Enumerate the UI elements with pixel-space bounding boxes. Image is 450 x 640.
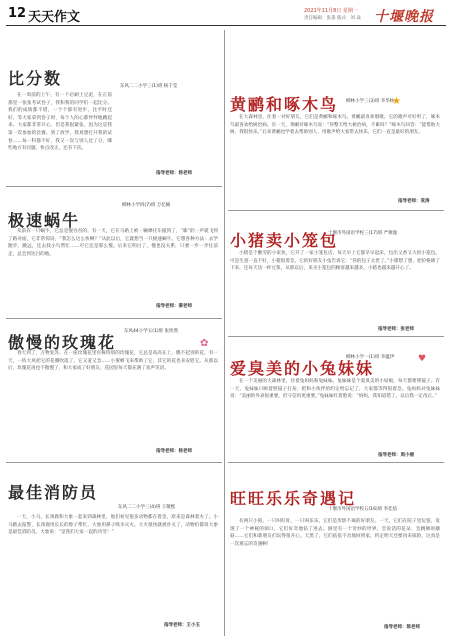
article-title: 爱臭美的小兔妹妹	[230, 359, 375, 378]
page-header	[6, 4, 446, 26]
column-divider	[224, 30, 225, 636]
article-body-continued	[118, 92, 222, 168]
article-aimei	[228, 338, 444, 458]
article-author: 东风44小学五(1)班 张欣然	[124, 329, 179, 334]
article-title: 黄鹂和啄木鸟	[230, 95, 339, 114]
article-title: 旺旺乐乐奇遇记	[230, 489, 357, 508]
article-author: 东风二二小学三(1)班 杨千莹	[120, 84, 178, 89]
article-teacher: 指导老师：王小玉	[164, 623, 200, 628]
article-author: 柳林小学四(7)班 万忆楠	[122, 203, 171, 208]
article-body: 春天到了，万物复苏，在一座玫瑰花里有株特别的玫瑰花，它总是高高在上，瞧不起别的花。有一天，一阵大风把它的花瓣吹落了，它又羞又急……小蜜蜂飞来帮助了它，其它的花也来安慰它。从那以后，玫瑰花再也不傲慢了，和大家成了好朋友，花园里每天都充满了欢声笑语。	[8, 351, 218, 372]
article-wangwang	[228, 464, 444, 636]
section-divider	[6, 186, 222, 187]
article-body: 在一个美丽的大森林里，住着兔妈妈和兔妹妹。兔妹妹是个爱臭美的小姑娘，每天都要照镜子。有一天，兔妹妹只顾着照镜子打扮，把和小伙伴的约定给忘记了，大家都等得很着急。兔妈妈对兔妹妹说：“美丽的外表很重要，但守信用更重要。”兔妹妹红着脸说：“妈妈，我知道错了，以后我一定改正。”	[230, 379, 440, 400]
article-teacher: 指导老师：杨老师	[156, 449, 192, 454]
article-author: 十堰市外国语学校五(16)班 李佳依	[328, 507, 398, 512]
section-divider	[228, 336, 444, 337]
heart-icon: ♥	[418, 354, 427, 364]
article-author: 东风二二小学三(4)班 王敬熙	[118, 505, 176, 510]
page-number: 12	[8, 6, 27, 21]
article-zuijia	[6, 464, 222, 636]
article-title: 最佳消防员	[8, 483, 99, 502]
article-body: 在大森林里，住着一对好朋友，它们是黄鹂和啄木鸟。黄鹂最喜欢唱歌，它的歌声可好听了，啄木鸟最喜欢给树治病。有一天，黄鹂对啄木鸟说：“你整天给大树治病，不累吗？”啄木鸟回答：“能帮助大树，我很快乐。”后来黄鹂也学着去帮助别人，用歌声给大家带去快乐，它们一直是最好的朋友。	[230, 115, 440, 136]
article-body: 从前有一只蜗牛，它总是慢吞吞的。有一天，它在马路上被一辆摩托车撞到了，“嘭”的一声就飞到了路对面，它非常惊讶，“我怎么这么快啊？”从此以后，它就想当一只极速蜗牛。它想各种方法：去学跑步、跳远，还去找小鸟帮忙……可它还是那么慢。后来它明白了，慢也没关系，只要一步一步往前走，总会到达目的地。	[8, 229, 218, 257]
article-teacher: 指导老师：陈老师	[384, 625, 420, 630]
article-teacher: 指导老师：袁涛	[398, 199, 430, 204]
article-body: 小猪是个勤劳的小家伙，它开了一家小笼包店。每天早上它都早早起床，包出又香又大的小笼包。可是生意一直不好，小猪很着急。它的好朋友小兔告诉它：“你的包子太贵了。”小猪想了想，把价格降了下来，还每天送一杯豆浆。从那以后，来买小笼包的顾客越来越多，小猪也越来越开心了。	[230, 251, 440, 272]
article-aoman	[6, 320, 222, 460]
section-divider	[228, 210, 444, 211]
newspaper-name: 十堰晚报	[374, 9, 434, 25]
article-title: 极速蜗牛	[8, 211, 81, 230]
section-divider	[6, 462, 222, 463]
article-bijiao	[6, 30, 222, 180]
article-teacher: 指导老师：杨老师	[156, 171, 192, 176]
star-icon: ★	[392, 96, 401, 107]
publication-date: 2021年11月8日 星期一	[304, 8, 358, 14]
article-author: 柳林小学三(3)班 李华杨	[346, 99, 395, 104]
article-title: 小猪卖小笼包	[230, 231, 339, 250]
article-teacher: 指导老师：周小丽	[378, 453, 414, 458]
section-divider	[6, 318, 222, 319]
flower-icon: ✿	[200, 338, 209, 349]
article-xiaozhu	[228, 212, 444, 332]
article-teacher: 指导老师：张老师	[378, 327, 414, 332]
article-author: 十堰市外国语学校三(17)班 严俊逸	[328, 231, 398, 236]
article-jisu	[6, 188, 222, 313]
section-title: 天天作文	[28, 10, 81, 25]
article-huangli	[228, 30, 444, 204]
article-body: 有两只小狗，一只叫旺旺，一只叫乐乐，它们是形影不离的好朋友。一天，它们在院子里玩耍，发现了一个神秘的洞口，它们好奇地钻了进去。洞里有一个奇妙的世界，会说话的花朵、会跳舞的蘑菇……它们和新朋友们玩得很开心。天黑了，它们依依不舍地回到家，约定明天还要再来探险，这真是一次难忘的奇遇啊！	[230, 519, 440, 547]
section-divider	[228, 462, 444, 463]
article-body: 在一周前的上午，有一个必刷土豆泥，在正前那里一张张考试卷子，我和我的同学们一起比分。我们的成绩都不错，一个个都有进步，比平时还好，等大家拿到卷子时，每个人的心都怦怦地跳起来。大家都非常开心，但是我很紧张，因为这是我第一次参加的比赛。到了放学，我真想打开我的试卷……每一科都不好，我又一次与别人比了分，哪些地方有问题，快点改正，还有下次。	[8, 93, 112, 152]
article-title: 比分数	[8, 69, 63, 88]
article-title: 傲慢的玫瑰花	[8, 333, 117, 352]
article-body: 一天，小马、长颈鹿和大象一起来到森林里，他们看见很多动物都在着急，原来是森林着火了。小马跑去报警，长颈鹿用长长的脖子帮忙，大象用鼻子吸水灭火。大火很快就被扑灭了，动物们都说大象是最佳消防员。大象说：“是我们大家一起的功劳！”	[8, 515, 218, 536]
editor-credit: 责任编辑：张淼 版式：刘 焱	[304, 16, 361, 21]
article-teacher: 指导老师：秦老师	[156, 304, 192, 309]
article-author: 柳林小学一(1)班 李蕴伊	[346, 355, 395, 360]
